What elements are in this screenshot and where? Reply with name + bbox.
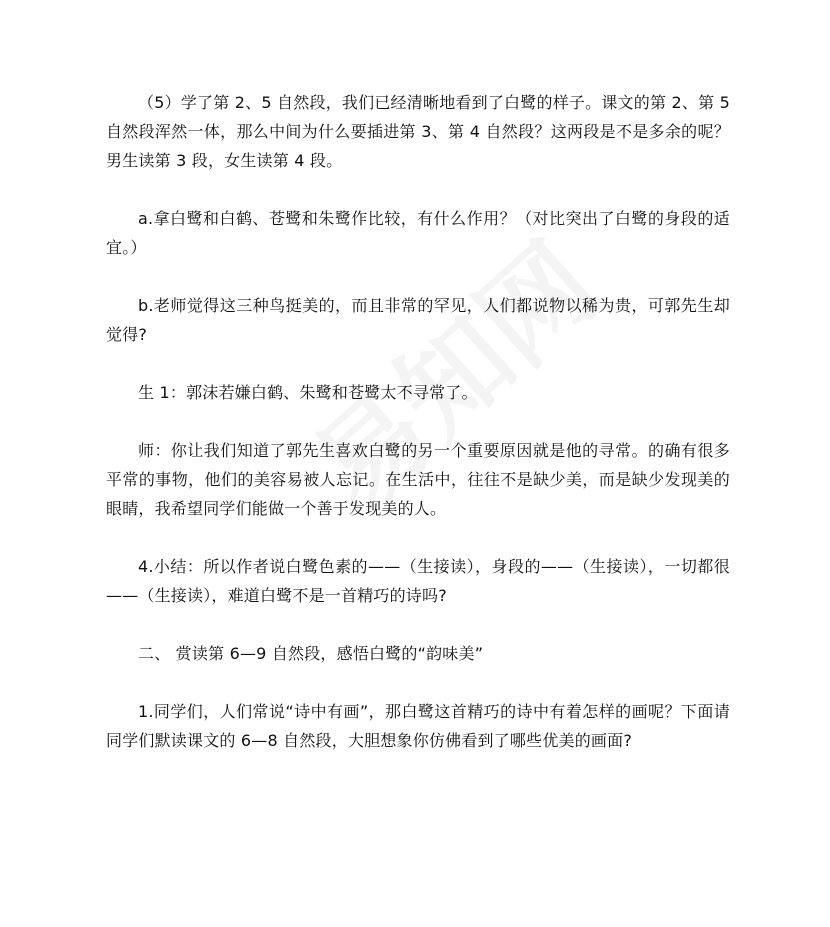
paragraph-comparison-a: a.拿白鹭和白鹤、苍鹭和朱鹭作比较，有什么作用？（对比突出了白鹭的身段的适宜。） [106,209,730,257]
paragraph-summary-4: 4.小结：所以作者说白鹭色素的——（生接读），身段的——（生接读），一切都很——（生接读），难道白鹭不是一首精巧的诗吗? [106,557,730,605]
paragraph-section-5-question: （5）学了第 2、5 自然段，我们已经清晰地看到了白鹭的样子。课文的第 2、第 5 自然段浑然一体，那么中间为什么要插进第 3、第 4 自然段？这两段是不是多余的呢？男生读第 3 段，女生读第 4 段。 [106,93,730,170]
paragraph-teacher-remark: 师：你让我们知道了郭先生喜欢白鹭的另一个重要原因就是他的寻常。的确有很多平常的事物，他们的美容易被人忘记。在生活中，往往不是缺少美，而是缺少发现美的眼睛，我希望同学们能做一个善于发现美的人。 [106,441,730,518]
paragraph-task-1: 1.同学们，人们常说“诗中有画”，那白鹭这首精巧的诗中有着怎样的画呢？下面请同学们默读课文的 6—8 自然段，大胆想象你仿佛看到了哪些优美的画面? [106,702,730,750]
paragraph-student-1: 生 1：郭沫若嫌白鹤、朱鹭和苍鹭太不寻常了。 [138,383,478,402]
section-heading-2: 二、 赏读第 6—9 自然段，感悟白鹭的“韵味美” [138,644,484,663]
paragraph-teacher-b: b.老师觉得这三种鸟挺美的，而且非常的罕见，人们都说物以稀为贵，可郭先生却觉得? [106,296,730,344]
document-body [106,88,730,784]
